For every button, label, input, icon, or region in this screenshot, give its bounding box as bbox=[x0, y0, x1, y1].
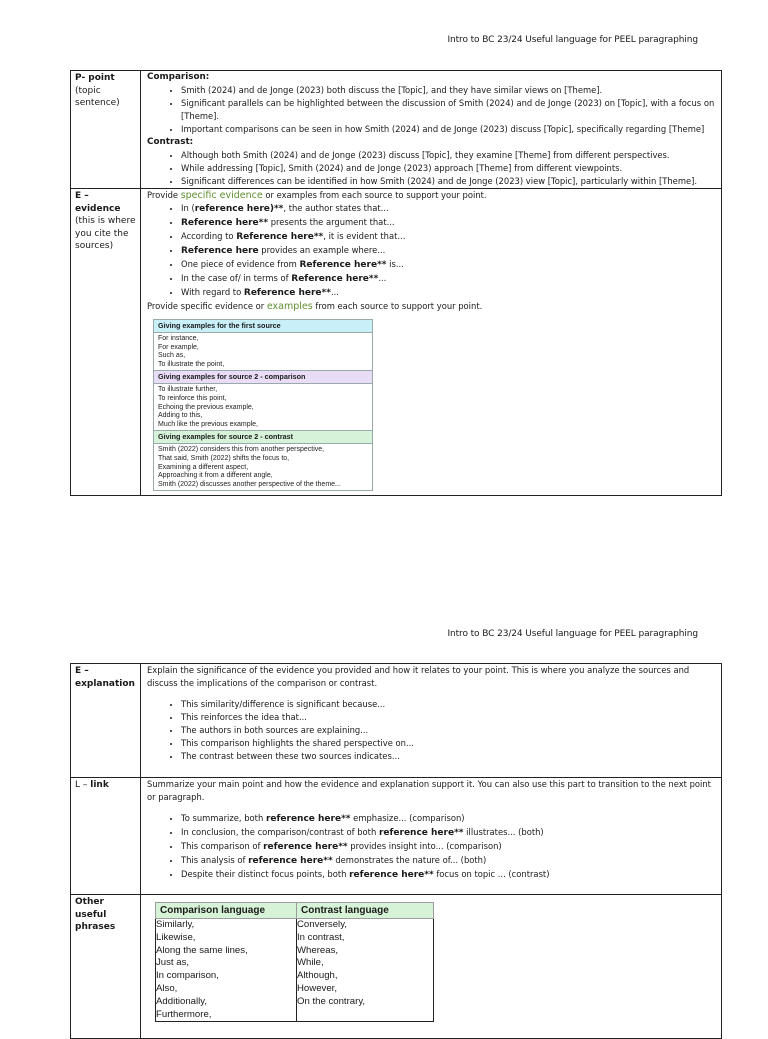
contrast-language-header: Contrast language bbox=[297, 903, 434, 919]
list-item: • This analysis of reference here** demonstrates the nature of... (both) bbox=[181, 854, 715, 868]
point-content bbox=[141, 71, 722, 189]
list-item: • One piece of evidence from Reference here** is... bbox=[181, 258, 715, 272]
evidence-list bbox=[147, 202, 715, 300]
page-header-2: Intro to BC 23/24 Useful language for PEEL paragraphing bbox=[447, 629, 698, 639]
link-content bbox=[141, 778, 722, 895]
evidence-intro-1: Provide specific evidence or examples from each source to support your point. bbox=[147, 190, 487, 201]
examples-second-heading: Giving examples for source 2 - comparison bbox=[154, 370, 372, 384]
link-intro: Summarize your main point and how the evidence and explanation support it. You can also use this part to transition to the next point or paragraph. bbox=[147, 779, 711, 802]
list-item: • Reference here provides an example where... bbox=[181, 244, 715, 258]
list-item: • According to Reference here**, it is evident that... bbox=[181, 230, 715, 244]
list-item: • The contrast between these two sources indicates... bbox=[181, 750, 715, 763]
examples-first-heading: Giving examples for the first source bbox=[154, 320, 372, 333]
list-item: • This comparison of reference here** provides insight into... (comparison) bbox=[181, 840, 715, 854]
evidence-intro-2: Provide specific evidence or examples from each source to support your point. bbox=[147, 301, 483, 312]
other-content bbox=[141, 895, 722, 1039]
explanation-list bbox=[147, 698, 715, 763]
explanation-label-cell bbox=[71, 664, 141, 778]
list-item: • Despite their distinct focus points, both reference here** focus on topic ... (contrast) bbox=[181, 868, 715, 882]
list-item: • In the case of/ in terms of Reference here**... bbox=[181, 272, 715, 286]
contrast-language-items: Conversely, In contrast, Whereas, While, Although, However, On the contrary, bbox=[297, 919, 434, 1022]
point-sublabel: (topic sentence) bbox=[75, 85, 120, 108]
link-list bbox=[147, 812, 715, 882]
link-row bbox=[71, 778, 722, 895]
point-label: P- point bbox=[75, 73, 115, 83]
list-item: • Important comparisons can be seen in how Smith (2024) and de Jonge (2023) discuss [Topic], specifically regarding [Theme] bbox=[181, 123, 715, 136]
contrast-list bbox=[147, 149, 715, 188]
evidence-row bbox=[71, 189, 722, 496]
explanation-content bbox=[141, 664, 722, 778]
comparison-contrast-table bbox=[155, 902, 434, 1022]
list-item: • This similarity/difference is significant because... bbox=[181, 698, 715, 711]
evidence-sublabel: (this is where you cite the sources) bbox=[75, 216, 136, 251]
list-item: • Reference here** presents the argument that... bbox=[181, 216, 715, 230]
comparison-language-items: Similarly, Likewise, Along the same lines, Just as, In comparison, Also, Additionally, Furthermore, bbox=[156, 919, 297, 1022]
link-label-prefix: L – bbox=[75, 780, 91, 790]
explanation-row bbox=[71, 664, 722, 778]
other-label-cell bbox=[71, 895, 141, 1039]
list-item: • This reinforces the idea that... bbox=[181, 711, 715, 724]
examples-table bbox=[153, 319, 373, 491]
link-label-cell bbox=[71, 778, 141, 895]
list-item: • While addressing [Topic], Smith (2024) and de Jonge (2023) approach [Theme] from different viewpoints. bbox=[181, 162, 715, 175]
evidence-label-cell bbox=[71, 189, 141, 496]
other-phrases-row bbox=[71, 895, 722, 1039]
list-item: • With regard to Reference here**... bbox=[181, 286, 715, 300]
examples-second-items: To illustrate further, To reinforce this point, Echoing the previous example, Adding to this, Much like the previous example, bbox=[158, 386, 258, 428]
page-header: Intro to BC 23/24 Useful language for PEEL paragraphing bbox=[447, 35, 698, 45]
list-item: • Significant differences can be identified in how Smith (2024) and de Jonge (2023) view [Topic], particularly within [Theme]. bbox=[181, 175, 715, 188]
comparison-language-header: Comparison language bbox=[156, 903, 297, 919]
explanation-intro: Explain the significance of the evidence you provided and how it relates to your point. This is where you analyze the sources and discuss the implications of the comparison or contrast. bbox=[147, 665, 690, 688]
list-item: • In (reference here)**, the author states that... bbox=[181, 202, 715, 216]
evidence-label: E – evidence bbox=[75, 191, 121, 214]
point-label-cell bbox=[71, 71, 141, 189]
list-item: • The authors in both sources are explaining... bbox=[181, 724, 715, 737]
list-item: • To summarize, both reference here** emphasize... (comparison) bbox=[181, 812, 715, 826]
examples-third-items: Smith (2022) considers this from another perspective, That said, Smith (2022) shifts the focus to, Examining a different aspect, Approaching it from a different angle, Smith (2022) discusses another perspective of the theme... bbox=[158, 446, 341, 488]
list-item: • Although both Smith (2024) and de Jonge (2023) discuss [Topic], they examine [Theme] from different perspectives. bbox=[181, 149, 715, 162]
examples-first-items: For instance, For example, Such as, To illustrate the point, bbox=[158, 335, 225, 368]
point-row bbox=[71, 71, 722, 189]
list-item: • This comparison highlights the shared perspective on... bbox=[181, 737, 715, 750]
evidence-content bbox=[141, 189, 722, 496]
link-label: link bbox=[90, 780, 109, 790]
examples-third-heading: Giving examples for source 2 - contrast bbox=[154, 430, 372, 444]
peel-table-page1 bbox=[70, 70, 722, 496]
peel-table-page2 bbox=[70, 663, 722, 1039]
comparison-list bbox=[147, 84, 715, 136]
comparison-heading: Comparison: bbox=[147, 72, 210, 82]
list-item: • Significant parallels can be highlighted between the discussion of Smith (2024) and de Jonge (2023) on [Topic], with a focus on [Theme]. bbox=[181, 97, 715, 123]
contrast-heading: Contrast: bbox=[147, 137, 194, 147]
list-item: • In conclusion, the comparison/contrast of both reference here** illustrates... (both) bbox=[181, 826, 715, 840]
other-label: Other useful phrases bbox=[75, 897, 116, 932]
explanation-label: E – explanation bbox=[75, 666, 135, 689]
list-item: • Smith (2024) and de Jonge (2023) both discuss the [Topic], and they have similar views on [Theme]. bbox=[181, 84, 715, 97]
